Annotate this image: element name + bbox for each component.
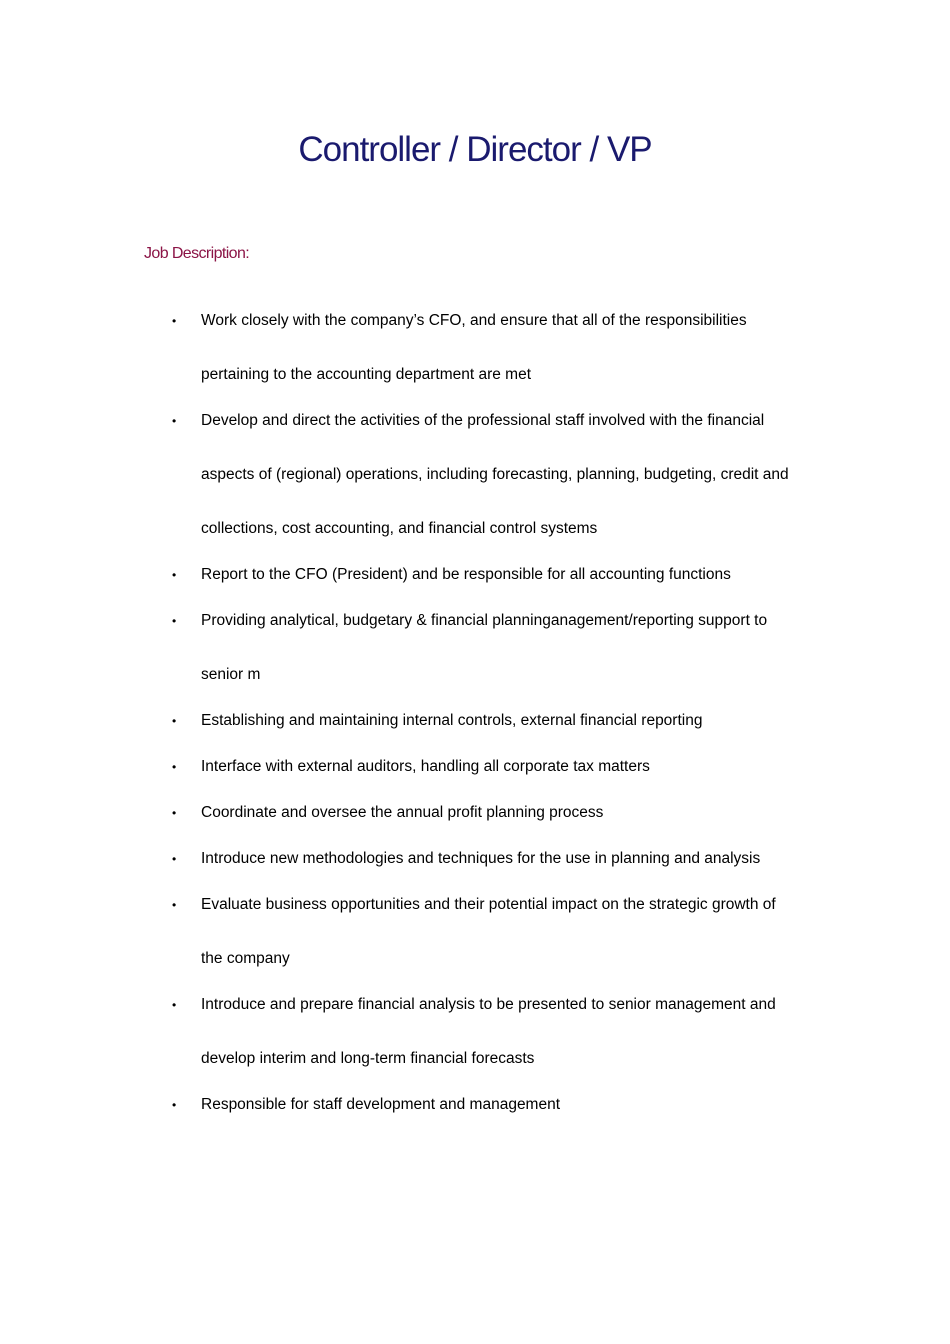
list-item (0, 878, 950, 986)
bullet-icon: • (172, 806, 177, 820)
list-item-text: Responsible for staff development and management (201, 1096, 561, 1113)
bullet-icon: • (172, 898, 177, 912)
responsibilities-list (0, 310, 950, 1124)
list-item-text: Coordinate and oversee the annual profit planning process (201, 804, 604, 821)
bullet-icon: • (172, 614, 177, 628)
list-item-text: Introduce new methodologies and techniques for the use in planning and analysis (201, 850, 761, 867)
bullet-icon: • (172, 760, 177, 774)
bullet-icon: • (172, 568, 177, 582)
list-item-text: Providing analytical, budgetary & financial planninganagement/reporting support to senior m (201, 612, 768, 683)
bullet-icon: • (172, 414, 177, 428)
job-description-heading: Job Description: (144, 245, 250, 262)
list-item-text: Evaluate business opportunities and their potential impact on the strategic growth of the company (201, 896, 776, 967)
list-item (0, 294, 950, 402)
bullet-icon: • (172, 998, 177, 1012)
list-item (0, 594, 950, 702)
list-item-text: Develop and direct the activities of the professional staff involved with the financial aspects of (regional) operations, including forecasting, planning, budgeting, credit and collections, cost accounting, and financial control systems (201, 412, 789, 537)
list-item-text: Introduce and prepare financial analysis to be presented to senior management and develop interim and long-term financial forecasts (201, 996, 776, 1067)
list-item-text: Work closely with the company’s CFO, and ensure that all of the responsibilities pertaining to the accounting department are met (201, 312, 747, 383)
bullet-icon: • (172, 852, 177, 866)
list-item-text: Report to the CFO (President) and be responsible for all accounting functions (201, 566, 731, 583)
list-item (0, 978, 950, 1086)
bullet-icon: • (172, 714, 177, 728)
list-item (0, 394, 950, 556)
document-title: Controller / Director / VP (298, 130, 652, 169)
bullet-icon: • (172, 314, 177, 328)
bullet-icon: • (172, 1098, 177, 1112)
list-item (0, 1078, 950, 1132)
list-item-text: Interface with external auditors, handling all corporate tax matters (201, 758, 650, 775)
list-item-text: Establishing and maintaining internal controls, external financial reporting (201, 712, 703, 729)
